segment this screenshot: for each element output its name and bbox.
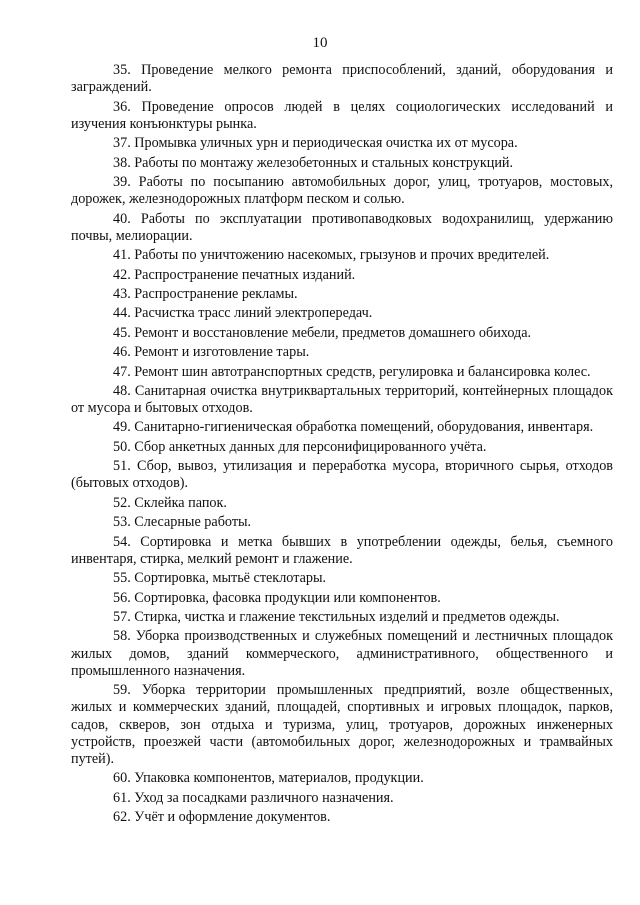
list-item: 52. Склейка папок. [113,494,227,511]
list-item: 44. Расчистка трасс линий электропередач. [113,305,373,322]
list-item: 41. Работы по уничтожению насекомых, грызунов и прочих вредителей. [113,247,550,264]
list-item: 54. Сортировка и метка бывших в употреблении одежды, белья, съемного инвентаря, стирка, мелкий ремонт и глажение. [71,533,613,567]
list-item: 59. Уборка территории промышленных предприятий, возле общественных, жилых и коммерческих зданий, площадей, спортивных и игровых площадок, парков, садов, скверов, зон отдыха и туризма, улиц, тротуаров, дорожных инженерных устройств, проезжей части (автомобильных дорог, железнодорожных и трамвайных путей). [71,682,613,768]
list-item: 57. Стирка, чистка и глажение текстильных изделий и предметов одежды. [113,609,560,626]
page-number: 10 [312,35,328,51]
list-item: 50. Сбор анкетных данных для персонифицированного учёта. [113,438,487,455]
list-item: 43. Распространение рекламы. [113,285,298,302]
list-item: 61. Уход за посадками различного назначения. [113,789,394,806]
list-item: 60. Упаковка компонентов, материалов, продукции. [113,770,424,787]
list-item: 62. Учёт и оформление документов. [113,809,331,826]
list-item: 58. Уборка производственных и служебных помещений и лестничных площадок жилых домов, зданий коммерческого, административного, общественного и промышленного назначения. [71,628,613,679]
list-item: 46. Ремонт и изготовление тары. [113,344,310,361]
list-item: 47. Ремонт шин автотранспортных средств, регулировка и балансировка колес. [113,363,591,380]
item-list [71,62,613,829]
list-item: 51. Сбор, вывоз, утилизация и переработка мусора, вторичного сырья, отходов (бытовых отходов). [71,458,613,492]
list-item: 42. Распространение печатных изданий. [113,266,356,283]
list-item: 38. Работы по монтажу железобетонных и стальных конструкций. [113,154,514,171]
list-item: 40. Работы по эксплуатации противопаводковых водохранилищ, удержанию почвы, мелиорации. [71,210,613,244]
list-item: 55. Сортировка, мытьё стеклотары. [113,570,327,587]
list-item: 56. Сортировка, фасовка продукции или компонентов. [113,589,441,606]
list-item: 48. Санитарная очистка внутриквартальных территорий, контейнерных площадок от мусора и бытовых отходов. [71,382,613,417]
list-item: 49. Санитарно-гигиеническая обработка помещений, оборудования, инвентаря. [113,419,594,436]
list-item: 53. Слесарные работы. [113,514,252,531]
list-item: 37. Промывка уличных урн и периодическая очистка их от мусора. [113,135,518,152]
list-item: 35. Проведение мелкого ремонта приспособлений, зданий, оборудования и заграждений. [71,62,613,96]
list-item: 39. Работы по посыпанию автомобильных дорог, улиц, тротуаров, мостовых, дорожек, железнодорожных платформ песком и солью. [71,173,613,208]
list-item: 36. Проведение опросов людей в целях социологических исследований и изучения конъюнктуры рынка. [71,98,613,132]
list-item: 45. Ремонт и восстановление мебели, предметов домашнего обихода. [113,324,532,341]
